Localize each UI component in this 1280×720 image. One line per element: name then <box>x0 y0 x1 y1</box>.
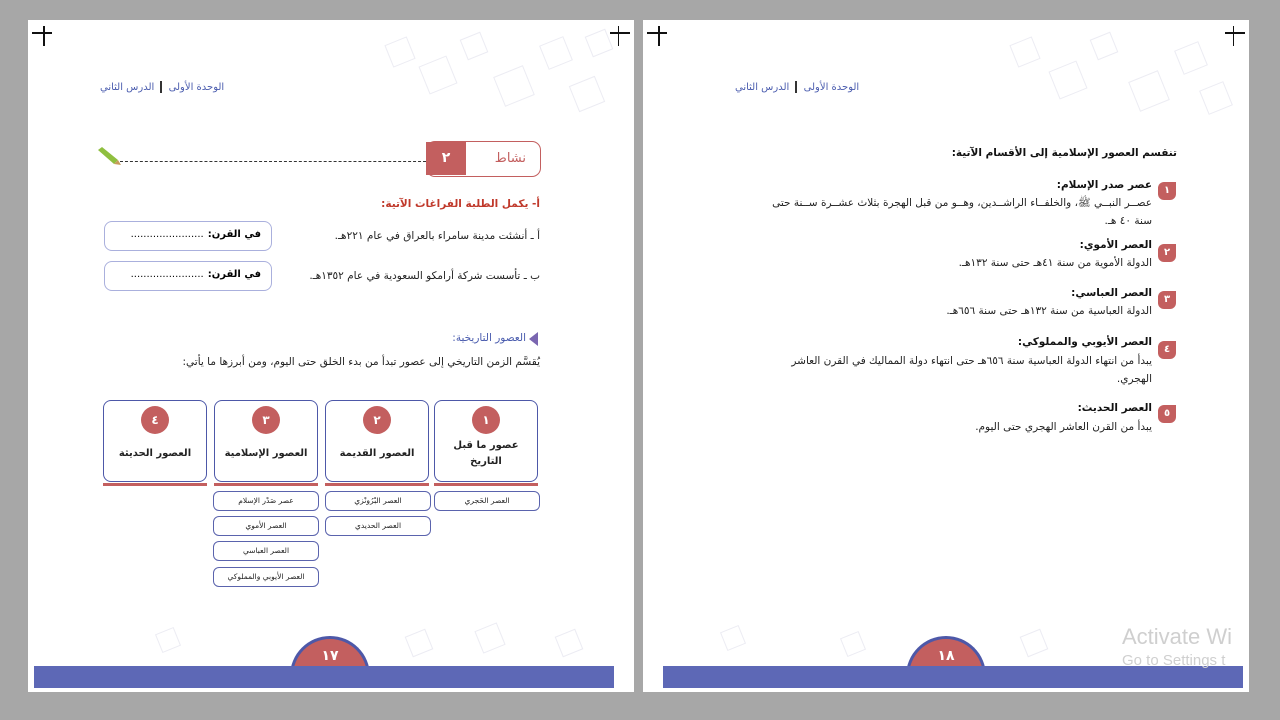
header-unit: الوحدة الأولى <box>803 82 860 93</box>
decor-square <box>1199 81 1233 115</box>
item-line: عصــر النبــي ﷺ، والخلفــاء الراشــدين، وهــو من قبل الهجرة بثلاث عشــرة ســنة حتى <box>772 197 1152 209</box>
era-sub-item: العصر الحَجري <box>434 491 540 511</box>
page-number-tab: ١٨ <box>906 636 986 688</box>
decor-square <box>1174 41 1208 75</box>
crop-mark <box>43 26 45 46</box>
activity-header <box>426 141 541 177</box>
decor-square <box>418 55 457 94</box>
item-number-5: ٥ <box>1158 405 1176 423</box>
activation-watermark-subtitle: Go to Settings t <box>1122 652 1226 669</box>
decor-square <box>720 625 746 651</box>
answer-dots-1: ....................... <box>130 229 204 240</box>
era-name-4: العصور الحديثة <box>118 448 192 459</box>
era-underline <box>325 483 429 486</box>
item-line: يبدأ من القرن العاشر الهجري حتى اليوم. <box>975 421 1152 433</box>
era-name-2: العصور القديمة <box>339 448 415 459</box>
crop-mark <box>610 32 630 34</box>
activity-dash-line <box>120 161 426 162</box>
question-2: ب ـ تأسست شركة أرامكو السعودية في عام ١٣٥٢هـ. <box>309 270 540 282</box>
crop-mark <box>1225 32 1245 34</box>
crop-mark <box>658 26 660 46</box>
activity-label: نشاط <box>494 151 526 166</box>
item-title-1: عصر صدر الإسلام: <box>1056 179 1152 191</box>
header-divider <box>160 81 162 93</box>
exercise-title: أ- يكمل الطلبة الفراغات الآتية: <box>381 198 540 210</box>
decor-square <box>460 32 489 61</box>
answer-label-2: في القرن: <box>207 269 261 280</box>
item-line: يبدأ من انتهاء الدولة العباسية سنة ٦٥٦هـ حتى انتهاء دولة المماليك في القرن العاشر <box>791 355 1152 367</box>
section-title: العصور التاريخية: <box>452 332 526 344</box>
item-title-5: العصر الحديث: <box>1077 402 1152 414</box>
era-number-3: ٣ <box>252 406 280 434</box>
decor-square <box>555 629 584 658</box>
section-heading: تنقسم العصور الإسلامية إلى الأقسام الآتية: <box>951 147 1177 159</box>
footer-band <box>34 666 614 688</box>
decor-square <box>569 76 605 112</box>
header-unit: الوحدة الأولى <box>168 82 225 93</box>
era-sub-item: عصر صَدْر الإسلام <box>213 491 319 511</box>
item-line: الهجري. <box>1116 373 1152 385</box>
item-line: الدولة العباسية من سنة ١٣٢هـ حتى سنة ٦٥٦هـ. <box>946 305 1152 317</box>
page-number-tab: ١٧ <box>290 636 370 688</box>
item-body-2 <box>959 254 1152 272</box>
answer-box-2[interactable] <box>104 261 272 291</box>
pencil-icon <box>96 146 122 166</box>
header-lesson: الدرس الثاني <box>100 82 155 93</box>
answer-label-1: في القرن: <box>207 229 261 240</box>
activity-number: ٢ <box>426 142 466 175</box>
decor-square <box>840 631 866 657</box>
era-column-2 <box>325 400 429 482</box>
era-column-1 <box>434 400 538 482</box>
item-body-3 <box>946 302 1152 320</box>
decor-square <box>474 622 505 653</box>
era-name-1: عصور ما قبل التاريخ <box>453 440 519 467</box>
item-title-4: العصر الأيوبي والمملوكي: <box>1017 336 1152 348</box>
item-body-5 <box>975 418 1152 436</box>
era-name-3: العصور الإسلامية <box>224 448 308 459</box>
era-sub-item: العصر الحديدي <box>325 516 431 536</box>
triangle-bullet-icon <box>528 332 538 346</box>
era-sub-item: العصر البْرُونْزي <box>325 491 431 511</box>
era-column-3 <box>214 400 318 482</box>
header-divider <box>795 81 797 93</box>
decor-square <box>1128 70 1170 112</box>
era-number-4: ٤ <box>141 406 169 434</box>
crop-mark <box>1233 26 1235 46</box>
item-number-4: ٤ <box>1158 341 1176 359</box>
item-title-2: العصر الأموي: <box>1079 239 1152 251</box>
decor-square <box>1090 32 1119 61</box>
crop-mark <box>32 32 52 34</box>
right-page <box>643 20 1249 692</box>
activation-watermark-title: Activate Wi <box>1122 624 1233 649</box>
decor-square <box>1020 629 1049 658</box>
item-body-1 <box>772 194 1152 230</box>
era-sub-item: العصر العباسي <box>213 541 319 561</box>
era-column-4 <box>103 400 207 482</box>
decor-square <box>1009 36 1040 67</box>
item-line: سنة ٤٠ هـ. <box>1104 215 1152 227</box>
decor-square <box>539 36 573 70</box>
header-lesson: الدرس الثاني <box>735 82 790 93</box>
era-sub-item: العصر الأيوبي والمملوكي <box>213 567 319 587</box>
crop-mark <box>647 32 667 34</box>
decor-square <box>384 36 415 67</box>
decor-square <box>493 65 535 107</box>
answer-box-1[interactable] <box>104 221 272 251</box>
item-title-3: العصر العباسي: <box>1071 287 1152 299</box>
era-underline <box>214 483 318 486</box>
item-line: الدولة الأموية من سنة ٤١هـ حتى سنة ١٣٢هـ. <box>958 257 1152 269</box>
page-header <box>100 81 224 93</box>
question-1: أ ـ أنشئت مدينة سامراء بالعراق في عام ٢٢١هـ. <box>334 230 540 242</box>
left-page <box>28 20 634 692</box>
item-number-3: ٣ <box>1158 291 1176 309</box>
item-number-2: ٢ <box>1158 244 1176 262</box>
era-underline <box>103 483 207 486</box>
era-underline <box>434 483 538 486</box>
item-body-4 <box>791 352 1152 388</box>
footer-band <box>663 666 1243 688</box>
item-number-1: ١ <box>1158 182 1176 200</box>
era-number-2: ٢ <box>363 406 391 434</box>
era-sub-item: العصر الأموي <box>213 516 319 536</box>
decor-square <box>1048 60 1087 99</box>
era-number-1: ١ <box>472 406 500 434</box>
decor-square <box>405 629 434 658</box>
page-header <box>735 81 859 93</box>
answer-dots-2: ....................... <box>130 269 204 280</box>
section-intro: يُقسَّم الزمن التاريخي إلى عصور تبدأ من بدء الخلق حتى اليوم، ومن أبرزها ما يأتي: <box>182 356 540 368</box>
crop-mark <box>618 26 620 46</box>
decor-square <box>155 627 181 653</box>
